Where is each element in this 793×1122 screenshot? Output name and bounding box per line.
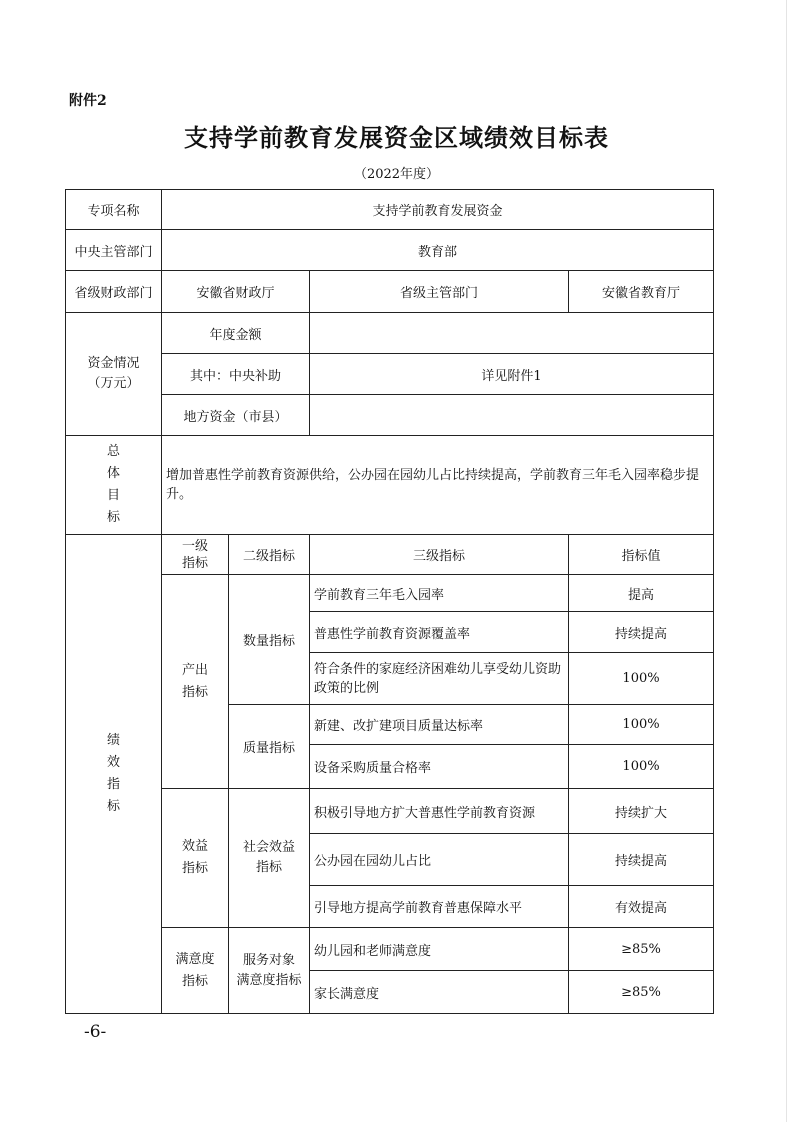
indicator-header-row [66,535,714,575]
indicator-name: 引导地方提高学前教育普惠保障水平 [310,886,569,928]
service-label-line2: 满意度指标 [236,972,302,988]
section-label-char: 指 [106,777,120,792]
provincial-row [66,271,714,313]
indicator-value: 持续扩大 [569,789,714,834]
benefit-indicator-label [162,789,229,928]
table-row [66,789,714,834]
overall-goal-text: 增加普惠性学前教育资源供给，公办园在园幼儿占比持续提高，学前教育三年毛入园率稳步提升。 [162,436,714,535]
benefit-label-line1: 效益 [181,839,208,854]
central-dept-value: 教育部 [162,230,714,271]
value-header: 指标值 [569,535,714,575]
indicator-value: 100% [569,745,714,789]
quantity-indicator-label: 数量指标 [229,575,310,705]
section-label-char: 绩 [106,733,120,748]
funds-label-line1: 资金情况 [87,356,140,371]
benefit-label-line2: 指标 [181,861,208,876]
indicator-name: 学前教育三年毛入园率 [310,575,569,612]
annual-amount-label: 年度金额 [162,313,310,354]
level3-header: 三级指标 [310,535,569,575]
performance-indicators-label [66,535,162,1014]
indicator-name: 公办园在园幼儿占比 [310,834,569,886]
funds-annual-row [66,313,714,354]
project-name-row [66,190,714,230]
indicator-name: 新建、改扩建项目质量达标率 [310,705,569,745]
indicator-name: 普惠性学前教育资源覆盖率 [310,612,569,653]
performance-target-table [65,189,714,1014]
central-dept-row [66,230,714,271]
satisfaction-label-line2: 指标 [181,973,208,989]
year-label: （2022年度） [353,167,440,182]
indicator-name: 积极引导地方扩大普惠性学前教育资源 [310,789,569,834]
social-benefit-label [229,789,310,928]
indicator-name: 设备采购质量合格率 [310,745,569,789]
indicator-value: 持续提高 [569,612,714,653]
project-name-value: 支持学前教育发展资金 [162,190,714,230]
goal-label-char: 总 [106,444,120,459]
table-row [66,575,714,612]
indicator-value: 持续提高 [569,834,714,886]
local-funds-label: 地方资金（市县） [162,395,310,436]
project-name-label: 专项名称 [66,190,162,230]
page-number: -6- [84,1022,107,1042]
social-label-line2: 指标 [255,860,282,875]
level1-header [162,535,229,575]
provincial-dept-label: 省级主管部门 [310,271,569,313]
level2-header: 二级指标 [229,535,310,575]
goal-label-char: 体 [106,466,120,481]
service-label-line1: 服务对象 [242,952,295,968]
overall-goal-row [66,436,714,535]
indicator-value: ≥85% [569,928,714,971]
provincial-finance-value: 安徽省财政厅 [162,271,310,313]
output-label-line2: 指标 [181,684,208,700]
indicator-name: 幼儿园和老师满意度 [310,928,569,971]
provincial-dept-value: 安徽省教育厅 [569,271,714,313]
central-subsidy-label: 其中：中央补助 [162,354,310,395]
indicator-value: ≥85% [569,971,714,1014]
central-dept-label: 中央主管部门 [66,230,162,271]
indicator-value: 100% [569,653,714,705]
social-label-line1: 社会效益 [242,840,295,855]
provincial-finance-label: 省级财政部门 [66,271,162,313]
attachment-label: 附件2 [69,93,107,109]
funds-local-row [66,395,714,436]
service-satisfaction-label [229,928,310,1014]
annual-amount-value [310,313,714,354]
funds-label [66,313,162,436]
overall-goal-label [66,436,162,535]
indicator-value: 有效提高 [569,886,714,928]
indicator-value: 100% [569,705,714,745]
page-title: 支持学前教育发展资金区域绩效目标表 [184,123,609,152]
output-label-line1: 产出 [181,662,208,678]
funds-label-line2: （万元） [87,376,140,391]
indicator-name: 符合条件的家庭经济困难幼儿享受幼儿资助政策的比例 [310,653,569,705]
section-label-char: 效 [106,755,120,770]
indicator-name: 家长满意度 [310,971,569,1014]
output-indicator-label [162,575,229,789]
goal-label-char: 目 [106,488,120,503]
section-label-char: 标 [106,799,120,814]
satisfaction-label-line1: 满意度 [175,951,215,967]
funds-central-row [66,354,714,395]
indicator-value: 提高 [569,575,714,612]
central-subsidy-value: 详见附件1 [310,354,714,395]
local-funds-value [310,395,714,436]
quality-indicator-label: 质量指标 [229,705,310,789]
level1-header-line1: 一级 [181,538,208,554]
satisfaction-indicator-label [162,928,229,1014]
goal-label-char: 标 [106,510,120,525]
level1-header-line2: 指标 [181,555,208,571]
table-row [66,928,714,971]
